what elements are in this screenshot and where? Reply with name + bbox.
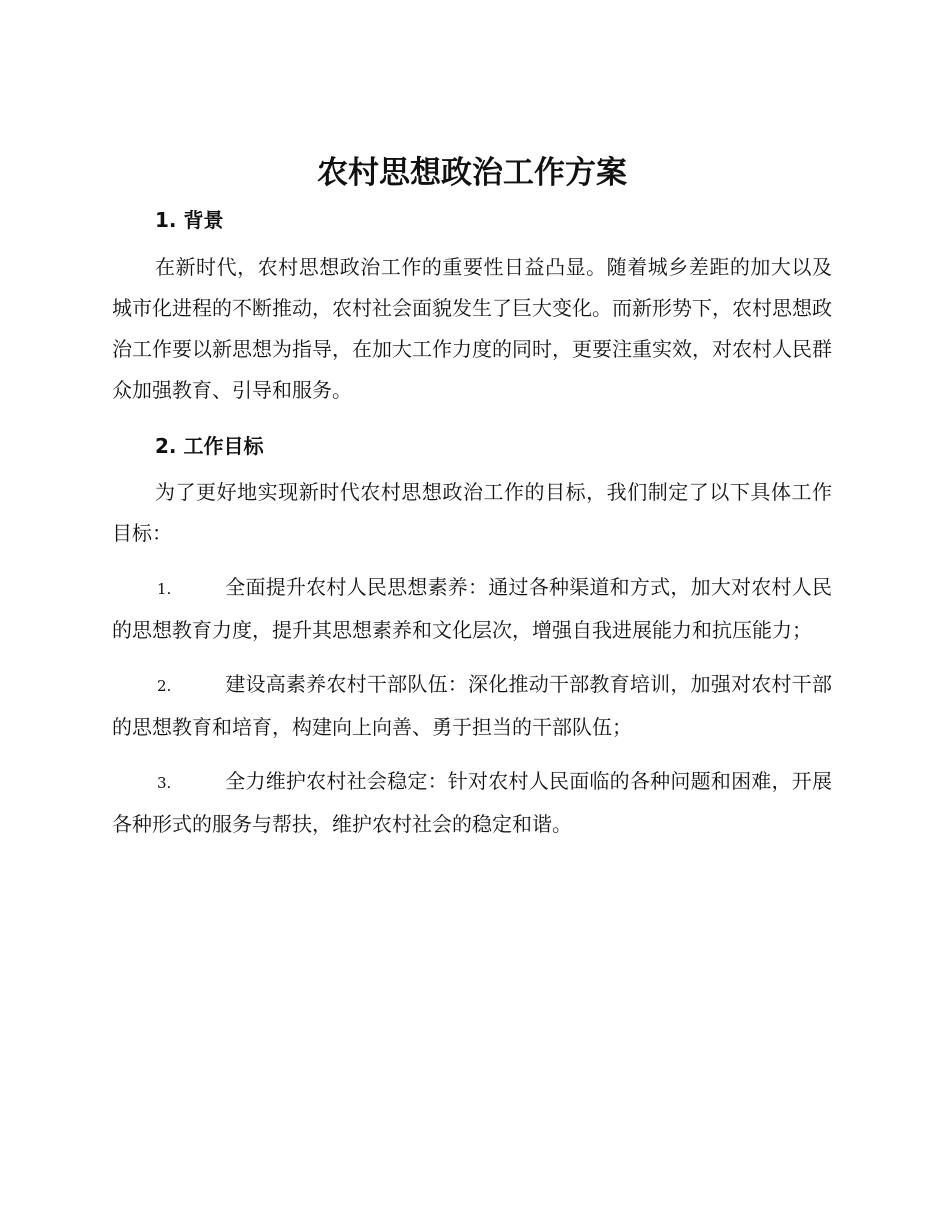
section-heading-goals: 2. 工作目标 (155, 434, 264, 458)
list-item-number: 2. (157, 677, 172, 695)
goals-intro-paragraph: 为了更好地实现新时代农村思想政治工作的目标，我们制定了以下具体工作目标： (112, 480, 832, 545)
goal-list-item (112, 567, 832, 651)
document-title: 农村思想政治工作方案 (317, 155, 627, 191)
list-item-number: 1. (157, 580, 172, 598)
list-item-text: 全力维护农村社会稳定：针对农村人民面临的各种问题和困难，开展各种形式的服务与帮扶，维护农村社会的稳定和谐。 (112, 769, 832, 836)
list-item-text: 建设高素养农村干部队伍：深化推动干部教育培训，加强对农村干部的思想教育和培育，构建向上向善、勇于担当的干部队伍； (112, 672, 832, 739)
goal-list-item (112, 761, 832, 845)
document-body (112, 150, 832, 845)
list-item-number: 3. (157, 774, 172, 792)
list-item-text: 全面提升农村人民思想素养：通过各种渠道和方式，加大对农村人民的思想教育力度，提升其思想素养和文化层次，增强自我进展能力和抗压能力； (112, 575, 832, 642)
section-heading-background: 1. 背景 (155, 208, 224, 232)
goal-list-item (112, 664, 832, 748)
background-paragraph: 在新时代，农村思想政治工作的重要性日益凸显。随着城乡差距的加大以及城市化进程的不断推动，农村社会面貌发生了巨大变化。而新形势下，农村思想政治工作要以新思想为指导，在加大工作力度的同时，更要注重实效，对农村人民群众加强教育、引导和服务。 (112, 255, 832, 402)
